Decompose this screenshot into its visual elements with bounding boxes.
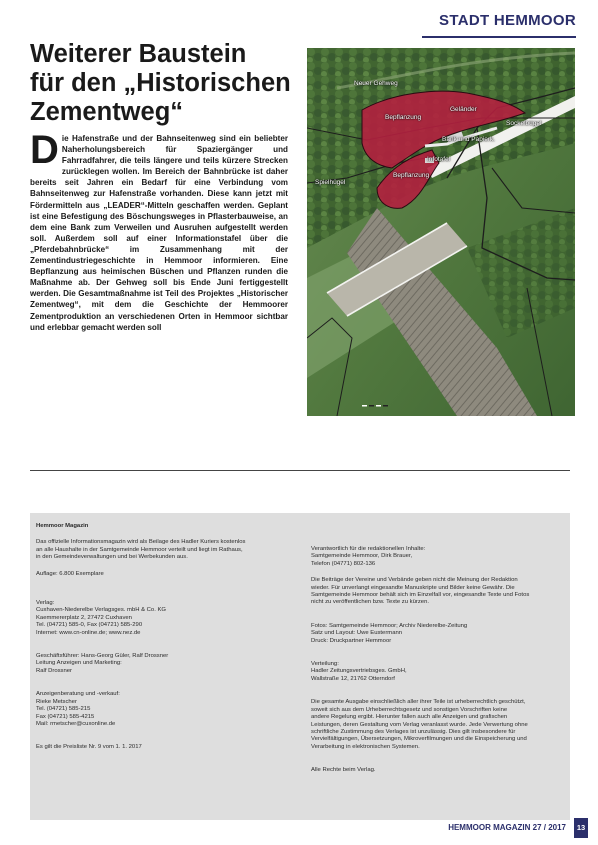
imprint-paragraph: Die gesamte Ausgabe einschließlich aller ihrer Teile ist urheberrechtlich geschützt, soweit sich aus dem Urheberrechtsgesetz und sonstigen Vorschriften keine andere Regelung ergibt. Hierunter fallen auch alle Anzeigen und grafischen Leistungen, deren Gestaltung vom Verlag veranlasst wurde. Jede Verwertung ohne schriftliche Zustimmung des Verlages ist unzulässig. Dies gilt insbesondere für Vervielfältigungen, Übersetzungen, Mikroverfilmungen und die Einspeicherung und Verarbeitung in elektronischen Systemen. [311, 699, 528, 750]
title-line: Weiterer Baustein [30, 40, 247, 68]
imprint-paragraph: Verlag: Cuxhaven-Niederelbe Verlagsges. mbH & Co. KG Kaemmererplatz 2, 27472 Cuxhaven Tel. (04721) 585-0, Fax (04721) 585-290 Internet: www.cn-online.de; www.nez.de [36, 600, 166, 636]
label-bench: Bank und Papierk. [442, 136, 496, 143]
imprint-paragraph: Fotos: Samtgemeinde Hemmoor; Archiv Niederelbe-Zeitung Satz und Layout: Uwe Eustermann Druck: Druckpartner Hemmoor [311, 622, 468, 644]
imprint-paragraph: Es gilt die Preisliste Nr. 9 vom 1. 1. 2017 [36, 744, 142, 751]
article-body-text: ie Hafenstraße und der Bahnseitenweg sind ein beliebter Naherholungsbereich für Spaziergänger und Fahrradfahrer, die teils längere und teils kürzere Strecken zurücklegen wollen. Im Bereich der Bahnbrücke ist daher bereits seit Jahren ein Bedarf für eine Verbindung vom Bahnseitenweg zur Hafenstraße vorhanden. Diese kann jetzt mit Fördermitteln aus „LEADER“-Mitteln geschaffen werden. Geplant ist eine Befestigung des Böschungsweges in Pflasterbauweise, an dem eine Bank zum Verweilen und Ausruhen aufgestellt werden soll. Außerdem soll auf einer Informationstafel über die „Pferdebahnbrücke“ im Zusammenhang mit der Zementindustriegeschichte in Hemmoor informieren. Eine Bepflanzung aus heimischen Büschen und Pflanzen runden die Maßnahme ab. Der Gehweg soll bis Ende Juni fertiggestellt werden. Die Gesamtmaßnahme ist Teil des Projektes „Historischer Zementweg“, mit dem die Geschichte der Hemmoorer Zementproduktion an verschiedenen Orten in Hemmoor sichtbar und erlebbar gemacht werden soll [30, 134, 288, 332]
footer-magazine-issue: HEMMOOR MAGAZIN 27 / 2017 [448, 823, 566, 832]
title-line: Zementweg“ [30, 98, 184, 126]
imprint-left-column [36, 523, 298, 761]
imprint-paragraph: Geschäftsführer: Hans-Georg Güler, Ralf Drossner Leitung Anzeigen und Marketing: Ralf Drossner [36, 653, 169, 674]
drop-cap: D [30, 128, 59, 172]
label-new-footpath: Neuer Gehweg [354, 80, 398, 87]
title-line: für den „Historischen [30, 69, 291, 97]
aerial-site-plan [307, 48, 575, 416]
label-planting-north: Bepflanzung [385, 114, 422, 121]
imprint-paragraph: Verteilung: Hadler Zeitungsvertriebsges. GmbH, Wallstraße 12, 21762 Otterndorf [311, 661, 407, 682]
article-body [30, 128, 288, 333]
imprint-paragraph: Verantwortlich für die redaktionellen Inhalte: Samtgemeinde Hemmoor, Dirk Brauer, Telefon (04771) 802-136 [311, 546, 426, 567]
label-planting-south: Bepflanzung [393, 172, 430, 179]
label-play-hill: Spielhügel [315, 179, 346, 186]
imprint-paragraph: Alle Rechte beim Verlag. [311, 767, 376, 774]
section-divider [30, 470, 570, 471]
article-title [30, 40, 300, 127]
label-railing: Geländer [450, 106, 477, 113]
imprint-paragraph: Das offizielle Informationsmagazin wird als Beilage des Hadler Kuriers kostenlos an alle Haushalte in der Samtgemeinde Hemmoor verteilt und liegt im Rathaus, in den Gemeindeverwaltungen und bei Werbekunden aus. [36, 539, 246, 561]
aerial-photo-graphic [307, 48, 575, 416]
imprint-paragraph: Auflage: 6.800 Exemplare [36, 570, 104, 577]
brand-underline [422, 36, 576, 38]
imprint-paragraph: Die Beiträge der Vereine und Verbände geben nicht die Meinung der Redaktion wieder. Für unverlangt eingesandte Manuskripte und Bilder keine Gewähr. Die Samtgemeinde Hemmoor behält sich im Einzelfall vor, eingesandte Texte und Fotos nicht zu veröffentlichen bzw. Texte zu kürzen. [311, 577, 530, 606]
label-info-board: Infotafel [427, 156, 451, 163]
imprint-right-column [311, 546, 567, 784]
imprint-paragraph: Anzeigenberatung und -verkauf: Rieke Metscher Tel. (04721) 585-215 Fax (04721) 585-4215 Mail: rmetscher@cuxonline.de [36, 691, 120, 727]
label-sockel: Sockelbügel [506, 120, 542, 127]
imprint-box [30, 513, 570, 820]
page-number: 13 [574, 818, 588, 838]
imprint-title: Hemmoor Magazin [36, 523, 89, 529]
section-brand: STADT HEMMOOR [439, 12, 576, 29]
